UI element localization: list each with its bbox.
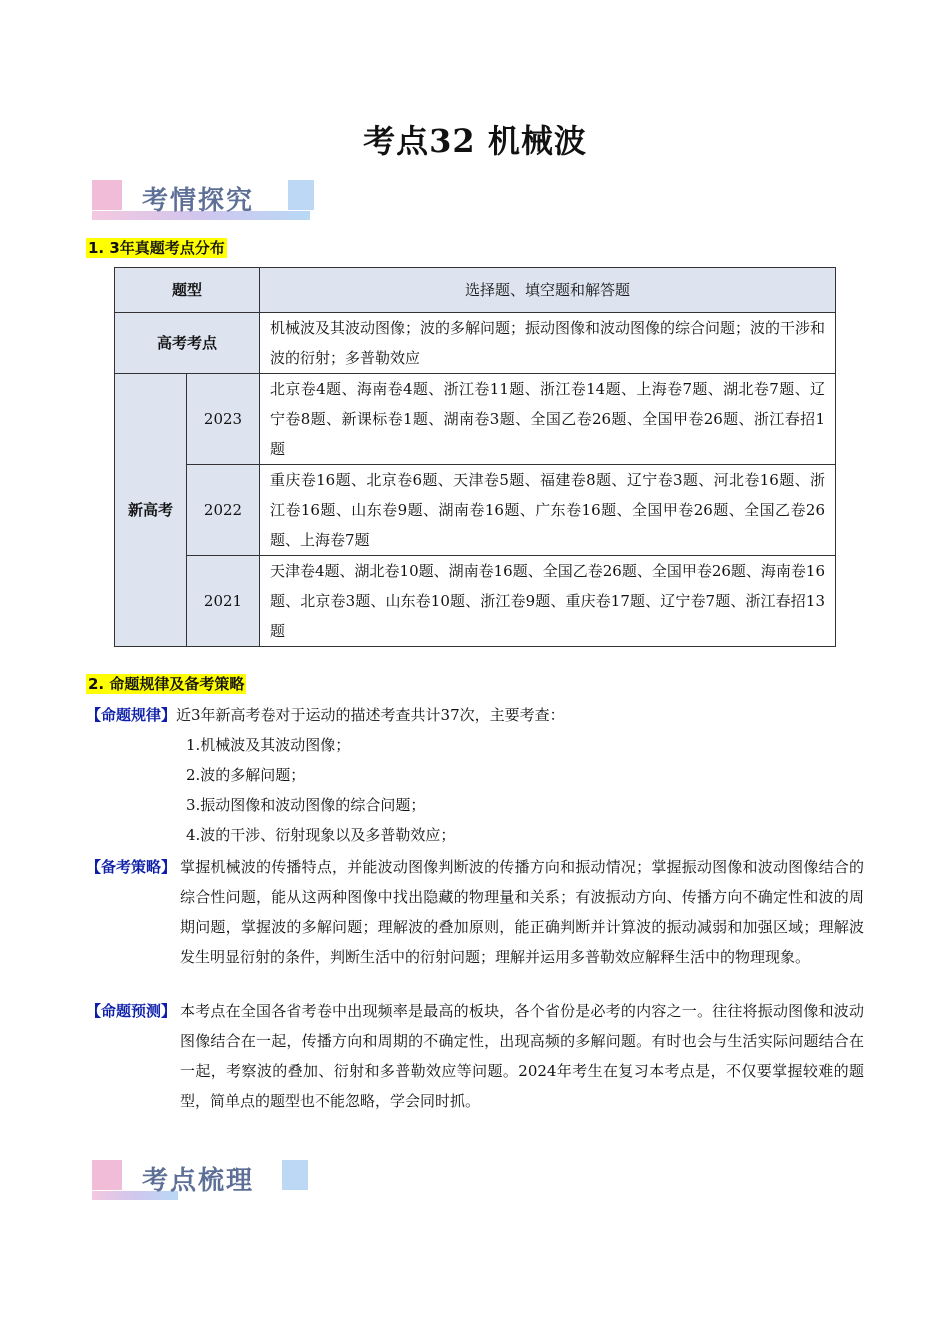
list-item: 1.机械波及其波动图像； xyxy=(186,736,351,754)
table-row xyxy=(115,465,836,556)
strategy-text: 掌握机械波的传播特点，并能波动图像判断波的传播方向和振动情况；掌握振动图像和波动图像结合的综合性问题，能从这两种图像中找出隐藏的物理量和关系；有波振动方向、传播方向不确定性和波的周期问题，掌握波的多解问题；理解波的叠加原则，能正确判断并计算波的振动减弱和加强区域；理解波发生明显衍射的条件，判断生活中的衍射问题；理解并运用多普勒效应解释生活中的物理现象。 xyxy=(180,858,864,966)
table-cell-year: 2021 xyxy=(187,556,260,647)
table-cell-year: 2022 xyxy=(187,465,260,556)
table-cell-label: 高考考点 xyxy=(115,313,260,374)
exam-distribution-table xyxy=(114,267,836,647)
section-heading-distribution: 1. 3年真题考点分布 xyxy=(88,239,225,257)
rule-label: 【命题规律】 xyxy=(86,706,177,724)
banner-title: 考情探究 xyxy=(142,186,255,216)
strategy-label: 【备考策略】 xyxy=(86,858,177,876)
banner-title: 考点梳理 xyxy=(142,1166,255,1196)
banner-decor-pink xyxy=(92,1160,122,1190)
table-cell-papers: 重庆卷16题、北京卷6题、天津卷5题、福建卷8题、辽宁卷3题、河北卷16题、浙江卷16题、山东卷9题、湖南卷16题、广东卷16题、全国甲卷26题、全国乙卷26题、上海卷7题 xyxy=(260,465,836,556)
rule-paragraph xyxy=(86,700,864,730)
table-row xyxy=(115,268,836,313)
banner-decor-blue xyxy=(282,1160,308,1190)
table-cell-year: 2023 xyxy=(187,374,260,465)
table-cell-label: 题型 xyxy=(115,268,260,313)
page-title: 考点32 机械波 xyxy=(363,122,587,160)
list-item: 3.振动图像和波动图像的综合问题； xyxy=(186,796,426,814)
banner-decor-pink xyxy=(92,180,122,210)
section-banner-exam-analysis xyxy=(92,176,322,224)
table-row xyxy=(115,556,836,647)
banner-decor-blue xyxy=(288,180,314,210)
list-item: 4.波的干涉、衍射现象以及多普勒效应； xyxy=(186,826,456,844)
table-cell-value: 机械波及其波动图像；波的多解问题；振动图像和波动图像的综合问题；波的干涉和波的衍射；多普勒效应 xyxy=(260,313,836,374)
table-cell-papers: 北京卷4题、海南卷4题、浙江卷11题、浙江卷14题、上海卷7题、湖北卷7题、辽宁卷8题、新课标卷1题、湖南卷3题、全国乙卷26题、全国甲卷26题、浙江春招1题 xyxy=(260,374,836,465)
table-cell-group: 新高考 xyxy=(115,374,187,647)
section-heading-strategy: 2. 命题规律及备考策略 xyxy=(88,675,245,693)
section-banner-topic-review xyxy=(92,1156,322,1204)
predict-label: 【命题预测】 xyxy=(86,1002,177,1020)
table-row xyxy=(115,313,836,374)
table-cell-papers: 天津卷4题、湖北卷10题、湖南卷16题、全国乙卷26题、全国甲卷26题、海南卷16题、北京卷3题、山东卷10题、浙江卷9题、重庆卷17题、辽宁卷7题、浙江春招13题 xyxy=(260,556,836,647)
rule-text: 近3年新高考卷对于运动的描述考查共计37次，主要考查： xyxy=(176,706,565,724)
table-row xyxy=(115,374,836,465)
table-cell-value: 选择题、填空题和解答题 xyxy=(260,268,836,313)
predict-text: 本考点在全国各省考卷中出现频率是最高的板块，各个省份是必考的内容之一。往往将振动图像和波动图像结合在一起，传播方向和周期的不确定性，出现高频的多解问题。有时也会与生活实际问题结合在一起，考察波的叠加、衍射和多普勒效应等问题。2024年考生在复习本考点是，不仅要掌握较难的题型，简单点的题型也不能忽略，学会同时抓。 xyxy=(180,1002,864,1110)
list-item: 2.波的多解问题； xyxy=(186,766,306,784)
